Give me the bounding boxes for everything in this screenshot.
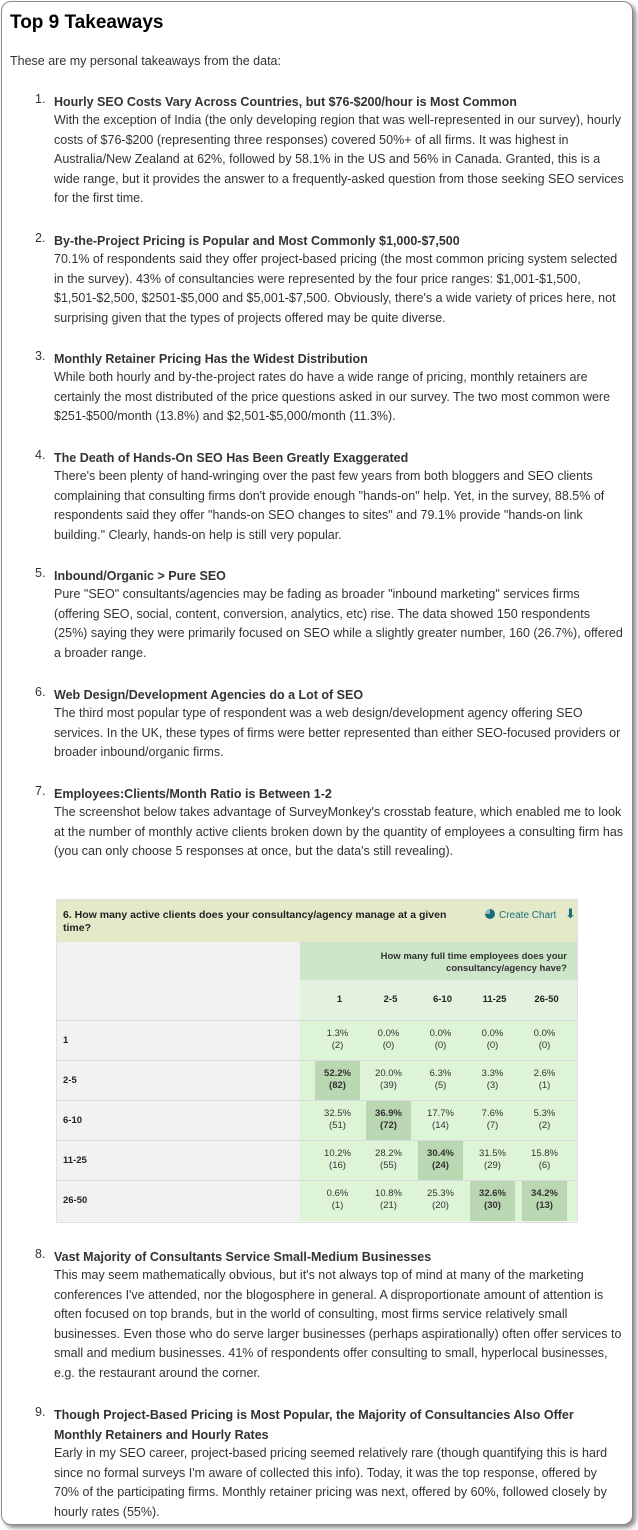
- cell-count: (51): [329, 1120, 346, 1131]
- crosstab-row: [57, 1020, 577, 1061]
- item-number: 3.: [35, 349, 46, 363]
- column-label: 11-25: [482, 994, 507, 1005]
- item-title: Though Project-Based Pricing is Most Popular, the Majority of Consultancies Also Offer Monthly Retainers and Hourly Rates: [54, 1408, 574, 1442]
- item-number: 4.: [35, 448, 46, 462]
- cell-percent: 5.3%: [533, 1108, 556, 1119]
- download-arrow-icon[interactable]: ⬇: [565, 906, 576, 921]
- item-title: Employees:Clients/Month Ratio is Between 1-2: [54, 787, 332, 801]
- cell-count: (7): [486, 1120, 499, 1131]
- cell-percent: 10.2%: [324, 1148, 351, 1159]
- page-title: Top 9 Takeaways: [10, 12, 164, 33]
- item-title: Monthly Retainer Pricing Has the Widest Distribution: [54, 352, 368, 366]
- crosstab-cell: [418, 1028, 463, 1056]
- cell-percent: 28.2%: [375, 1148, 402, 1159]
- crosstab-cell: [418, 1188, 463, 1216]
- cell-percent: 15.8%: [531, 1148, 558, 1159]
- cell-percent: 0.0%: [481, 1028, 504, 1039]
- column-labels-row: [57, 980, 577, 1020]
- cell-count: (0): [538, 1040, 551, 1051]
- cell-percent: 52.2%: [324, 1068, 351, 1079]
- crosstab-cell: [366, 1148, 411, 1176]
- cell-count: (39): [380, 1080, 397, 1091]
- cell-count: (72): [380, 1120, 397, 1131]
- item-title: By-the-Project Pricing is Popular and Most Commonly $1,000-$7,500: [54, 234, 460, 248]
- cell-count: (0): [382, 1040, 395, 1051]
- crosstab-row: [57, 1060, 577, 1101]
- crosstab-cell: [470, 1068, 515, 1096]
- cell-count: (0): [434, 1040, 447, 1051]
- crosstab-cell: [366, 1101, 411, 1141]
- crosstab-cell: [522, 1181, 567, 1221]
- column-question: How many full time employees does your consultancy/agency have?: [380, 951, 567, 974]
- row-label: 1: [63, 1035, 69, 1046]
- cell-count: (21): [380, 1200, 397, 1211]
- cell-count: (30): [484, 1200, 501, 1211]
- column-label: 1: [336, 994, 343, 1005]
- crosstab-row: [57, 1100, 577, 1141]
- item-title: Inbound/Organic > Pure SEO: [54, 569, 226, 583]
- cell-percent: 34.2%: [531, 1188, 558, 1199]
- intro-text: These are my personal takeaways from the data:: [10, 54, 281, 68]
- item-body: 70.1% of respondents said they offer project-based pricing (the most common pricing system selected in the survey). 43% of consultancies were represented by the four price ranges: $1,001-$1,500, $1,501-$2,500, $2501-$5,000 and $5,001-$7,500. Obviously, there's a wide variety of prices here, not surprising given that the types of projects offered may be quite diverse.: [54, 252, 618, 325]
- cell-count: (24): [432, 1160, 449, 1171]
- crosstab-cell: [366, 1188, 411, 1216]
- cell-percent: 32.5%: [324, 1108, 351, 1119]
- cell-count: (55): [380, 1160, 397, 1171]
- item-number: 6.: [35, 685, 46, 699]
- cell-percent: 36.9%: [375, 1108, 402, 1119]
- cell-percent: 25.3%: [427, 1188, 454, 1199]
- cell-count: (6): [538, 1160, 551, 1171]
- item-body: Early in my SEO career, project-based pricing seemed relatively rare (though quantifying this is hard since no formal surveys I'm aware of collected this info). Today, it was the top response, offered by 70% of the participating firms. Monthly retainer pricing was next, offered by 60%, followed closely by hourly rates (55%).: [54, 1446, 608, 1519]
- row-label: 26-50: [63, 1195, 88, 1206]
- cell-percent: 0.0%: [533, 1028, 556, 1039]
- item-title: Hourly SEO Costs Vary Across Countries, but $76-$200/hour is Most Common: [54, 95, 517, 109]
- cell-percent: 7.6%: [481, 1108, 504, 1119]
- cell-count: (13): [536, 1200, 553, 1211]
- crosstab-cell: [315, 1028, 360, 1056]
- cell-percent: 20.0%: [375, 1068, 402, 1079]
- item-body: The third most popular type of respondent was a web design/development agency offering SEO services. In the UK, these types of firms were better represented than either SEO-focused providers or broader inbound/organic firms.: [54, 706, 621, 759]
- cell-percent: 0.6%: [326, 1188, 349, 1199]
- item-body: There's been plenty of hand-wringing over the past few years from both bloggers and SEO clients complaining that consulting firms don't provide enough "hands-on" help. Yet, in the survey, 88.5% of respondents said they offer "hands-on SEO changes to sites" and 79.1% provide "hands-on link building." Clearly, hands-on help is still very popular.: [54, 469, 605, 542]
- column-label: 26-50: [534, 994, 559, 1005]
- crosstab-cell: [315, 1188, 360, 1216]
- cell-count: (1): [538, 1080, 551, 1091]
- cell-percent: 1.3%: [326, 1028, 349, 1039]
- item-number: 7.: [35, 784, 46, 798]
- cell-count: (20): [432, 1200, 449, 1211]
- cell-count: (82): [329, 1080, 346, 1091]
- pie-chart-icon: [485, 909, 495, 919]
- item-number: 8.: [35, 1247, 46, 1261]
- item-number: 2.: [35, 231, 46, 245]
- crosstab-cell: [470, 1181, 515, 1221]
- cell-percent: 10.8%: [375, 1188, 402, 1199]
- crosstab-table: [56, 899, 578, 1223]
- crosstab-header: [57, 900, 577, 942]
- cell-percent: 2.6%: [533, 1068, 556, 1079]
- crosstab-cell: [418, 1141, 463, 1181]
- cell-percent: 0.0%: [377, 1028, 400, 1039]
- column-question-header: [300, 942, 577, 980]
- column-label: 2-5: [383, 994, 398, 1005]
- item-body: With the exception of India (the only developing region that was well-represented in our survey), hourly costs of $76-$200 (representing three responses) covered 50%+ of all firms. It was highest in Australia/New Zealand at 62%, followed by 58.1% in the US and 56% in Canada. Granted, this is a wide range, but it provides the answer to a frequently-asked question from those seeking SEO services for the first time.: [54, 113, 624, 205]
- crosstab-row: [57, 1140, 577, 1181]
- cell-count: (2): [331, 1040, 344, 1051]
- crosstab-cell: [470, 1028, 515, 1056]
- cell-percent: 6.3%: [429, 1068, 452, 1079]
- crosstab-cell: [418, 1108, 463, 1136]
- cell-count: (29): [484, 1160, 501, 1171]
- crosstab-cell: [522, 1148, 567, 1176]
- cell-percent: 32.6%: [479, 1188, 506, 1199]
- create-chart-link[interactable]: [485, 909, 556, 921]
- item-number: 5.: [35, 566, 46, 580]
- crosstab-row: [57, 1180, 577, 1221]
- cell-count: (1): [331, 1200, 344, 1211]
- create-chart-label: Create Chart: [499, 910, 557, 921]
- item-body: Pure "SEO" consultants/agencies may be fading as broader "inbound marketing" services firms (offering SEO, social, content, conversion, analytics, etc) rise. The data showed 150 respondents (25%) saying they were primarily focused on SEO while a slightly greater number, 160 (26.7%), offered a broader range.: [54, 587, 623, 660]
- crosstab-cell: [315, 1148, 360, 1176]
- crosstab-cell: [315, 1061, 360, 1101]
- item-body: This may seem mathematically obvious, but it's not always top of mind at many of the marketing conferences I've attended, nor the blogosphere in general. A disproportionate amount of attention is often focused on top brands, but in the world of consulting, most firms service relatively small businesses. Even those who do serve larger businesses (perhaps aspirationally) often offer services to small and medium businesses. 41% of respondents offer consulting to small, hyperlocal businesses, e.g. the restaurant around the corner.: [54, 1268, 622, 1380]
- cell-percent: 30.4%: [427, 1148, 454, 1159]
- cell-percent: 31.5%: [479, 1148, 506, 1159]
- article-frame: [1, 1, 633, 1525]
- crosstab-cell: [470, 1148, 515, 1176]
- cell-count: (2): [538, 1120, 551, 1131]
- item-body: The screenshot below takes advantage of SurveyMonkey's crosstab feature, which enabled me to look at the number of monthly active clients broken down by the quantity of employees a consulting firm has (you can only choose 5 responses at once, but the data's still revealing).: [54, 805, 624, 858]
- crosstab-cell: [522, 1068, 567, 1096]
- column-label: 6-10: [432, 994, 452, 1005]
- crosstab-cell: [522, 1028, 567, 1056]
- cell-count: (14): [432, 1120, 449, 1131]
- cell-percent: 17.7%: [427, 1108, 454, 1119]
- cell-count: (16): [329, 1160, 346, 1171]
- item-title: Vast Majority of Consultants Service Small-Medium Businesses: [54, 1250, 432, 1264]
- item-number: 1.: [35, 92, 46, 106]
- item-title: Web Design/Development Agencies do a Lot of SEO: [54, 688, 364, 702]
- item-number: 9.: [35, 1405, 46, 1419]
- item-body: While both hourly and by-the-project rates do have a wide range of pricing, monthly retainers are certainly the most distributed of the price questions asked in our survey. The two most common were $251-$500/month (13.8%) and $2,501-$5,000/month (11.3%).: [54, 370, 611, 423]
- row-label: 2-5: [63, 1075, 77, 1086]
- cell-count: (5): [434, 1080, 447, 1091]
- row-label: 11-25: [63, 1155, 87, 1166]
- item-title: The Death of Hands-On SEO Has Been Greatly Exaggerated: [54, 451, 409, 465]
- crosstab-cell: [522, 1108, 567, 1136]
- crosstab-cell: [315, 1108, 360, 1136]
- crosstab-question: 6. How many active clients does your consultancy/agency manage at a given time?: [63, 909, 447, 934]
- row-label: 6-10: [63, 1115, 83, 1126]
- crosstab-cell: [366, 1028, 411, 1056]
- cell-count: (3): [486, 1080, 499, 1091]
- cell-count: (0): [486, 1040, 499, 1051]
- cell-percent: 3.3%: [481, 1068, 504, 1079]
- crosstab-cell: [366, 1068, 411, 1096]
- crosstab-cell: [418, 1068, 463, 1096]
- crosstab-cell: [470, 1108, 515, 1136]
- cell-percent: 0.0%: [429, 1028, 452, 1039]
